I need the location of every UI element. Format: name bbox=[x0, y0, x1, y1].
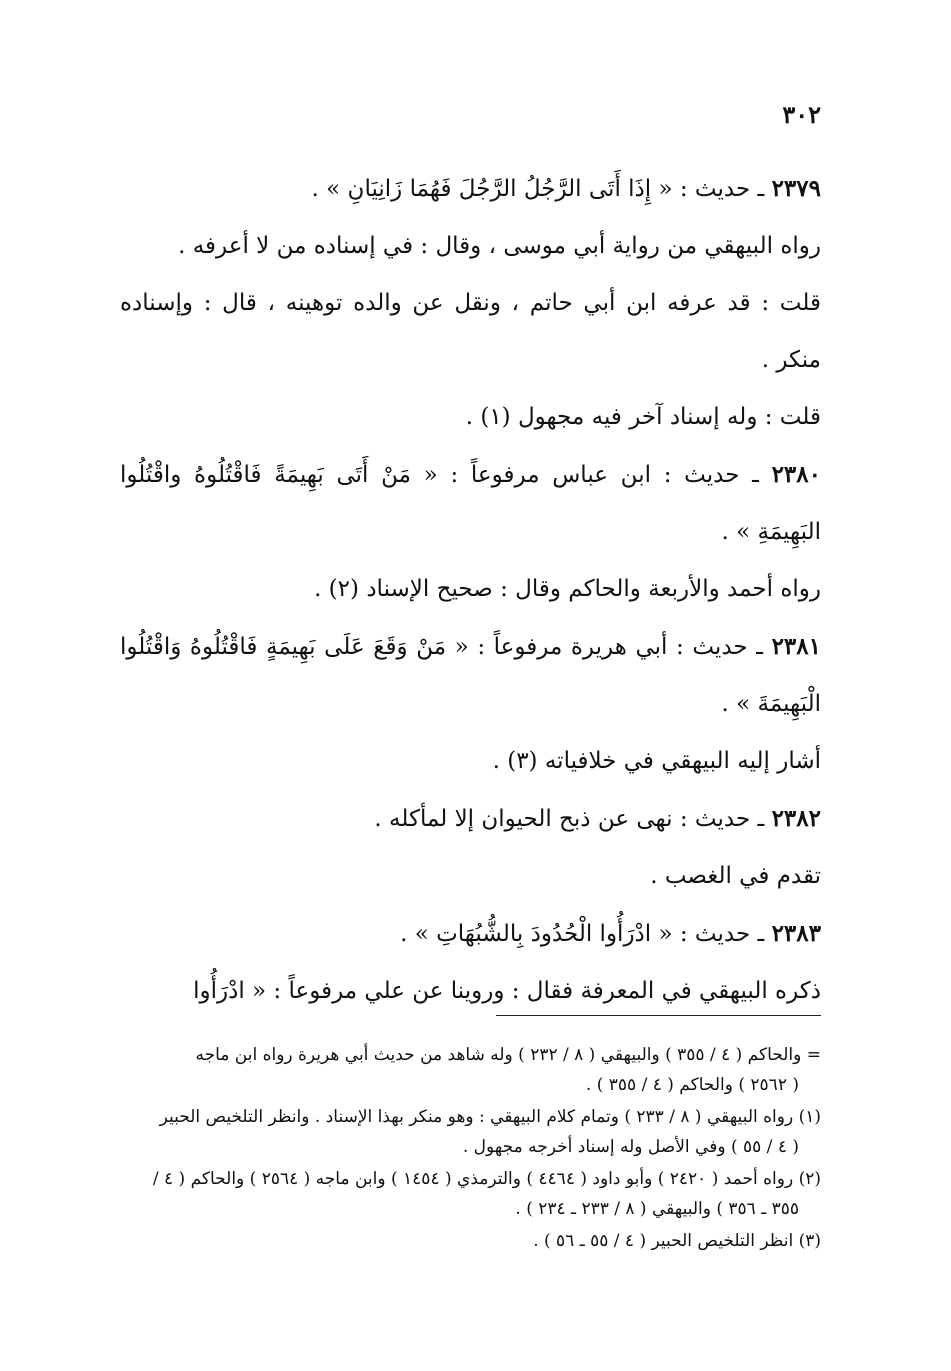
paragraph-text: ـ حديث : نهى عن ذبح الحيوان إلا لمأكله . bbox=[374, 806, 772, 832]
paragraph-text: رواه البيهقي من رواية أبي موسى ، وقال : في إسناده من لا أعرفه . bbox=[178, 233, 821, 259]
paragraph-text: قلت : قد عرفه ابن أبي حاتم ، ونقل عن والده توهينه ، قال : وإسناده منكر . bbox=[120, 290, 821, 373]
paragraph-text: ـ حديث : « ادْرَأُوا الْحُدُودَ بِالشُّبُهَاتِ » . bbox=[400, 921, 772, 947]
footnote-line: = والحاكم ( ٤ / ٣٥٥ ) والبيهقي ( ٨ / ٢٣٢ ) وله شاهد من حديث أبي هريرة رواه ابن ماجه bbox=[195, 1045, 821, 1065]
footnote-3 bbox=[120, 1226, 821, 1256]
page-number: ٣٠٢ bbox=[782, 100, 821, 129]
paragraph-text: تقدم في الغصب . bbox=[650, 863, 821, 889]
hadith-number: ٢٣٨٠ bbox=[771, 461, 821, 488]
paragraph-2379 bbox=[120, 160, 821, 218]
paragraph bbox=[120, 733, 821, 790]
footnote-line: ٣٥٥ ـ ٣٥٦ ) والبيهقي ( ٨ / ٢٣٣ ـ ٢٣٤ ) . bbox=[515, 1199, 799, 1219]
footnote-2 bbox=[120, 1164, 821, 1224]
footnotes bbox=[120, 1040, 821, 1258]
paragraph-text: رواه أحمد والأربعة والحاكم وقال : صحيح الإسناد (٢) . bbox=[314, 576, 821, 602]
main-text bbox=[120, 160, 821, 1020]
paragraph bbox=[120, 275, 821, 389]
hadith-number: ٢٣٨٣ bbox=[771, 920, 821, 947]
paragraph bbox=[120, 848, 821, 905]
paragraph-2382 bbox=[120, 790, 821, 848]
footnote-line: ( ٢٥٦٢ ) والحاكم ( ٤ / ٣٥٥ ) . bbox=[585, 1075, 799, 1095]
footnote-line: (٢) رواه أحمد ( ٢٤٢٠ ) وأبو داود ( ٤٤٦٤ ) والترمذي ( ١٤٥٤ ) وابن ماجه ( ٢٥٦٤ ) والحاكم ( ٤ / bbox=[152, 1169, 821, 1189]
hadith-number: ٢٣٨١ bbox=[771, 633, 821, 660]
hadith-number: ٢٣٨٢ bbox=[771, 805, 821, 832]
footnote-continued bbox=[120, 1040, 821, 1100]
paragraph-2381 bbox=[120, 618, 821, 733]
paragraph bbox=[120, 218, 821, 275]
hadith-number: ٢٣٧٩ bbox=[771, 175, 821, 202]
paragraph-text: ذكره البيهقي في المعرفة فقال : وروينا عن علي مرفوعاً : « ادْرَأُوا bbox=[193, 978, 821, 1004]
footnote-line: ( ٤ / ٥٥ ) وفي الأصل وله إسناد أخرجه مجهول . bbox=[462, 1137, 799, 1157]
footnote-line: (١) رواه البيهقي ( ٨ / ٢٣٣ ) وتمام كلام البيهقي : وهو منكر بهذا الإسناد . وانظر التلخيص الحبير bbox=[159, 1107, 821, 1127]
paragraph-text: أشار إليه البيهقي في خلافياته (٣) . bbox=[492, 748, 821, 774]
paragraph-2383 bbox=[120, 905, 821, 963]
paragraph-text: ـ حديث : « إِذَا أَتَى الرَّجُلُ الرَّجُلَ فَهُمَا زَانِيَانِ » . bbox=[311, 176, 772, 202]
paragraph-2380 bbox=[120, 446, 821, 561]
footnote-line: (٣) انظر التلخيص الحبير ( ٤ / ٥٥ ـ ٥٦ ) . bbox=[533, 1231, 821, 1251]
paragraph-text: ـ حديث : ابن عباس مرفوعاً : « مَنْ أَتَى بَهِيمَةً فَاقْتُلُوهُ واقْتُلُوا البَهِيمَةِ » . bbox=[120, 462, 821, 545]
paragraph-text: ـ حديث : أبي هريرة مرفوعاً : « مَنْ وَقَعَ عَلَى بَهِيمَةٍ فَاقْتُلُوهُ وَاقْتُلُوا الْبَهِيمَةَ » . bbox=[120, 634, 821, 717]
paragraph bbox=[120, 389, 821, 446]
paragraph-text: قلت : وله إسناد آخر فيه مجهول (١) . bbox=[465, 404, 821, 430]
paragraph bbox=[120, 963, 821, 1020]
footnote-divider bbox=[496, 1015, 821, 1016]
footnote-1 bbox=[120, 1102, 821, 1162]
paragraph bbox=[120, 561, 821, 618]
